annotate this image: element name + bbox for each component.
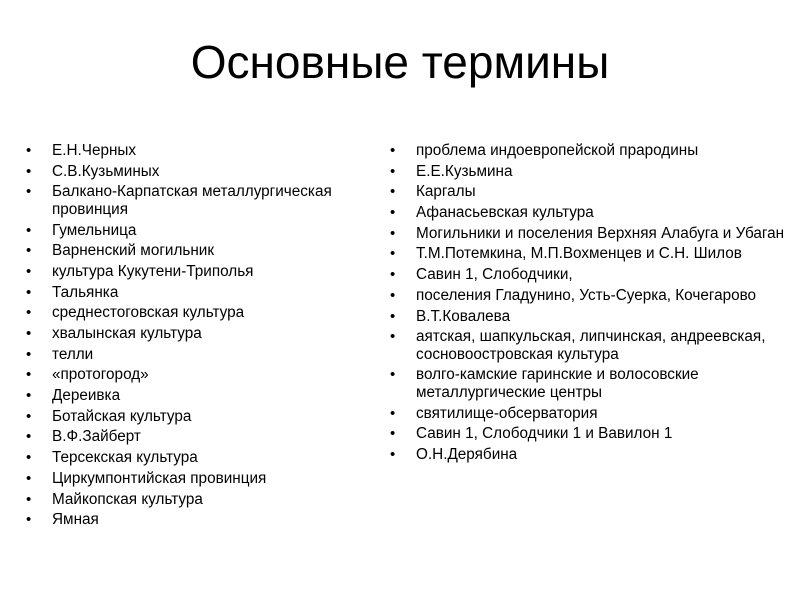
list-item: • Майкопская культура: [26, 491, 386, 509]
list-item: • Т.М.Потемкина, М.П.Вохменцев и С.Н. Шилов: [390, 245, 790, 263]
list-item: • О.Н.Дерябина: [390, 446, 790, 464]
list-item: • Савин 1, Слободчики 1 и Вавилон 1: [390, 425, 790, 443]
list-item: • проблема индоевропейской прародины: [390, 142, 790, 160]
list-item: • Варненский могильник: [26, 242, 386, 260]
list-item: • святилище-обсерватория: [390, 405, 790, 423]
list-item: • «протогород»: [26, 366, 386, 384]
list-item: • аятская, шапкульская, липчинская, андреевская, сосновоостровская культура: [390, 328, 790, 363]
list-item: • Е.Н.Черных: [26, 142, 386, 160]
list-item: • культура Кукутени-Триполья: [26, 263, 386, 281]
list-item: • Дереивка: [26, 387, 386, 405]
list-item: • С.В.Кузьминых: [26, 163, 386, 181]
list-item: • Балкано-Карпатская металлургическая провинция: [26, 183, 386, 218]
list-item: • Циркумпонтийская провинция: [26, 470, 386, 488]
list-item: • хвалынская культура: [26, 325, 386, 343]
list-item: • Каргалы: [390, 183, 790, 201]
list-item: • Ямная: [26, 511, 386, 529]
list-item: • Савин 1, Слободчики,: [390, 266, 790, 284]
list-item: • Тальянка: [26, 284, 386, 302]
list-item: • В.Т.Ковалева: [390, 308, 790, 326]
list-item: • В.Ф.Зайберт: [26, 428, 386, 446]
list-item: • Могильники и поселения Верхняя Алабуга и Убаган: [390, 225, 790, 243]
slide-title: Основные термины: [190, 36, 610, 88]
list-item: • Афанасьевская культура: [390, 204, 790, 222]
left-term-list: [26, 142, 386, 532]
list-item: • телли: [26, 346, 386, 364]
list-item: • Терсекская культура: [26, 449, 386, 467]
list-item: • среднестоговская культура: [26, 304, 386, 322]
list-item: • Ботайская культура: [26, 408, 386, 426]
list-item: • Е.Е.Кузьмина: [390, 163, 790, 181]
list-item: • Гумельница: [26, 222, 386, 240]
list-item: • волго-камские гаринские и волосовские металлургические центры: [390, 366, 790, 401]
right-term-list: [390, 142, 790, 467]
list-item: • поселения Гладунино, Усть-Суерка, Кочегарово: [390, 287, 790, 305]
